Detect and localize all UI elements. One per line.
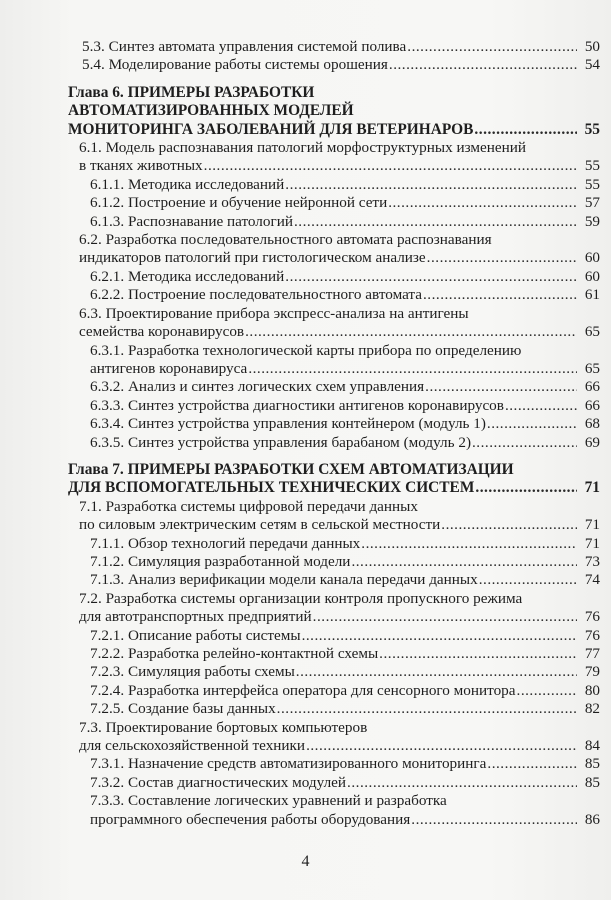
toc-entry-line — [90, 571, 600, 589]
dot-leader — [427, 249, 577, 267]
entry-title-text: 6.1.2. Построение и обучение нейронной сети — [90, 194, 388, 212]
dot-leader — [474, 121, 577, 139]
toc-entry-line — [90, 774, 600, 792]
entry-page-number: 71 — [584, 479, 600, 497]
entry-title-text: 7.3.2. Состав диагностических модулей — [90, 773, 347, 791]
entry-title-text: 7.3.3. Составление логических уравнений и разработка — [90, 792, 447, 810]
entry-title-text: 7.2.1. Описание работы системы — [90, 626, 301, 644]
dot-leader — [204, 157, 577, 175]
entry-title-text: 6.3.4. Синтез устройства управления контейнером (модуль 1) — [90, 415, 486, 433]
entry-page-number: 86 — [584, 810, 600, 828]
entry-title-text: индикаторов патологий при гистологическом анализе — [79, 249, 426, 267]
toc-entry-line — [79, 323, 600, 341]
entry-title-text: 6.1.3. Распознавание патологий — [90, 212, 293, 230]
toc-entry-line — [90, 535, 600, 553]
entry-page-number: 60 — [584, 267, 600, 285]
entry-page-number: 79 — [584, 663, 600, 681]
toc-entry — [68, 700, 600, 718]
toc-entry-line — [82, 56, 600, 74]
dot-leader — [294, 213, 577, 231]
toc-entry-line — [90, 415, 600, 433]
toc-entry-line — [90, 360, 600, 378]
toc-entry-line — [79, 737, 600, 755]
entry-title-text: 7.1. Разработка системы цифровой передачи данных — [79, 497, 418, 515]
toc-entry-line — [90, 663, 600, 681]
dot-leader — [388, 194, 577, 212]
toc-entry — [68, 397, 600, 415]
toc-entry — [68, 415, 600, 433]
dot-leader — [379, 645, 577, 663]
dot-leader — [361, 535, 577, 553]
entry-title-text: 6.3.5. Синтез устройства управления барабаном (модуль 2) — [90, 433, 471, 451]
entry-page-number: 65 — [584, 359, 600, 377]
entry-page-number: 65 — [584, 323, 600, 341]
dot-leader — [248, 360, 577, 378]
entry-page-number: 82 — [584, 700, 600, 718]
toc-entry-line — [68, 461, 600, 479]
entry-title-text: 7.1.1. Обзор технологий передачи данных — [90, 534, 361, 552]
entry-page-number: 55 — [584, 175, 600, 193]
chapter-title-text: МОНИТОРИНГА ЗАБОЛЕВАНИЙ ДЛЯ ВЕТЕРИНАРОВ — [68, 120, 474, 138]
dot-leader — [302, 627, 577, 645]
toc-entry — [68, 38, 600, 56]
toc-entry — [68, 498, 600, 535]
toc-entry — [68, 755, 600, 773]
entry-title-text: 6.2. Разработка последовательностного автомата распознавания — [79, 231, 492, 249]
toc-entry — [68, 434, 600, 452]
toc-entry — [68, 627, 600, 645]
toc-entry-line — [79, 719, 600, 737]
toc-entry-line — [68, 479, 600, 497]
entry-page-number: 66 — [584, 396, 600, 414]
entry-title-text: по силовым электрическим сетям в сельской местности — [79, 516, 441, 534]
toc-entry-line — [90, 627, 600, 645]
chapter-title-text: Глава 6. ПРИМЕРЫ РАЗРАБОТКИ — [68, 83, 315, 101]
toc-entry-line — [68, 102, 600, 120]
toc-chapter-heading — [68, 84, 600, 139]
toc-entry-line — [68, 84, 600, 102]
toc-entry-line — [90, 194, 600, 212]
entry-title-text: 7.2.2. Разработка релейно-контактной схемы — [90, 645, 379, 662]
entry-title-text: для сельскохозяйственной техники — [79, 737, 306, 755]
toc-chapter-heading — [68, 461, 600, 498]
entry-title-text: программного обеспечения работы оборудования — [90, 810, 411, 828]
toc-entry-line — [90, 342, 600, 360]
entry-page-number: 50 — [584, 38, 600, 55]
toc-entry-line — [90, 682, 600, 700]
toc-entry-line — [79, 249, 600, 267]
toc-entry-line — [79, 157, 600, 175]
toc-entry — [68, 792, 600, 829]
toc-entry-line — [68, 121, 600, 139]
entry-title-text: 6.2.1. Методика исследований — [90, 267, 285, 285]
toc-entry-line — [82, 38, 600, 56]
toc-entry-line — [90, 792, 600, 810]
toc-entry-line — [79, 231, 600, 249]
entry-page-number: 66 — [584, 378, 600, 396]
toc-entry-line — [79, 305, 600, 323]
toc-entry — [68, 378, 600, 396]
entry-page-number: 61 — [584, 286, 600, 304]
entry-title-text: 7.2. Разработка системы организации контроля пропускного режима — [79, 589, 523, 607]
entry-title-text: 5.4. Моделирование работы системы орошения — [82, 56, 388, 74]
toc-entry-line — [79, 498, 600, 516]
toc-entry-line — [90, 645, 600, 663]
entry-title-text: 7.2.4. Разработка интерфейса оператора для сенсорного монитора — [90, 681, 516, 699]
entry-page-number: 84 — [584, 737, 600, 755]
dot-leader — [517, 682, 577, 700]
entry-title-text: семейства коронавирусов — [79, 323, 245, 341]
toc-entry — [68, 194, 600, 212]
toc-entry-line — [90, 176, 600, 194]
toc-entry-line — [79, 590, 600, 608]
entry-page-number: 85 — [584, 773, 600, 791]
toc-entry — [68, 176, 600, 194]
toc-entry — [68, 553, 600, 571]
dot-leader — [423, 286, 577, 304]
entry-page-number: 73 — [584, 552, 600, 570]
entry-title-text: антигенов коронавируса — [90, 359, 248, 377]
toc-entry-line — [90, 811, 600, 829]
toc-entry-line — [90, 755, 600, 773]
toc-entry-line — [90, 213, 600, 231]
entry-page-number: 55 — [584, 120, 600, 138]
dot-leader — [389, 56, 577, 74]
toc-entry-line — [90, 553, 600, 571]
dot-leader — [487, 755, 577, 773]
entry-page-number: 54 — [584, 56, 600, 74]
toc-entry — [68, 774, 600, 792]
toc-entry-line — [90, 286, 600, 304]
toc-entry — [68, 139, 600, 176]
entry-title-text: 6.1.1. Методика исследований — [90, 175, 285, 193]
entry-title-text: 6.3.3. Синтез устройства диагностики антигенов коронавирусов — [90, 396, 504, 414]
entry-page-number: 57 — [584, 194, 600, 212]
entry-title-text: 7.3. Проектирование бортовых компьютеров — [79, 718, 368, 736]
dot-leader — [411, 811, 577, 829]
entry-page-number: 68 — [584, 415, 600, 433]
chapter-title-text: ДЛЯ ВСПОМОГАТЕЛЬНЫХ ТЕХНИЧЕСКИХ СИСТЕМ — [68, 479, 475, 497]
dot-leader — [407, 38, 577, 56]
toc-entry — [68, 590, 600, 627]
dot-leader — [285, 176, 577, 194]
toc-entry — [68, 213, 600, 231]
entry-title-text: 6.1. Модель распознавания патологий морфоструктурных изменений — [79, 139, 527, 157]
dot-leader — [472, 434, 577, 452]
entry-title-text: в тканях животных — [79, 157, 203, 175]
chapter-title-text: АВТОМАТИЗИРОВАННЫХ МОДЕЛЕЙ — [68, 102, 354, 120]
entry-title-text: 7.1.2. Симуляция разработанной модели — [90, 552, 351, 570]
dot-leader — [475, 479, 577, 497]
entry-title-text: 6.3.1. Разработка технологической карты прибора по определению — [90, 341, 522, 359]
toc-entry — [68, 268, 600, 286]
table-of-contents — [68, 38, 600, 829]
dot-leader — [285, 268, 577, 286]
entry-title-text: 6.3. Проектирование прибора экспресс-анализа на антигены — [79, 304, 469, 322]
toc-entry — [68, 535, 600, 553]
entry-page-number: 74 — [584, 571, 600, 589]
entry-title-text: 7.2.5. Создание базы данных — [90, 700, 276, 718]
dot-leader — [296, 663, 577, 681]
entry-title-text: 5.3. Синтез автомата управления системой полива — [82, 38, 407, 55]
entry-title-text: 7.3.1. Назначение средств автоматизированного мониторинга — [90, 755, 487, 773]
toc-entry — [68, 231, 600, 268]
dot-leader — [425, 378, 577, 396]
entry-title-text: для автотранспортных предприятий — [79, 608, 312, 626]
toc-entry — [68, 645, 600, 663]
toc-entry-line — [90, 700, 600, 718]
entry-page-number: 77 — [584, 645, 600, 662]
toc-entry-line — [90, 268, 600, 286]
entry-page-number: 71 — [584, 516, 600, 534]
dot-leader — [351, 553, 577, 571]
entry-page-number: 76 — [584, 626, 600, 644]
page-number: 4 — [301, 853, 310, 870]
entry-title-text: 7.2.3. Симуляция работы схемы — [90, 663, 295, 681]
entry-title-text: 6.2.2. Построение последовательностного автомата — [90, 286, 422, 304]
toc-entry-line — [79, 516, 600, 534]
dot-leader — [313, 608, 577, 626]
entry-page-number: 71 — [584, 534, 600, 552]
toc-entry-line — [90, 378, 600, 396]
toc-entry — [68, 719, 600, 756]
entry-page-number: 76 — [584, 608, 600, 626]
toc-entry-line — [90, 397, 600, 415]
toc-entry — [68, 682, 600, 700]
dot-leader — [347, 774, 577, 792]
dot-leader — [441, 516, 577, 534]
entry-page-number: 55 — [584, 157, 600, 175]
dot-leader — [505, 397, 577, 415]
dot-leader — [245, 323, 577, 341]
dot-leader — [306, 737, 577, 755]
toc-entry — [68, 571, 600, 589]
entry-title-text: 7.1.3. Анализ верификации модели канала передачи данных — [90, 571, 478, 589]
entry-page-number: 80 — [584, 681, 600, 699]
dot-leader — [487, 415, 577, 433]
entry-title-text: 6.3.2. Анализ и синтез логических схем управления — [90, 378, 425, 396]
toc-entry-line — [79, 608, 600, 626]
entry-page-number: 85 — [584, 755, 600, 773]
dot-leader — [479, 571, 577, 589]
toc-entry — [68, 286, 600, 304]
toc-entry — [68, 342, 600, 379]
entry-page-number: 59 — [584, 212, 600, 230]
entry-page-number: 60 — [584, 249, 600, 267]
toc-entry — [68, 56, 600, 74]
dot-leader — [277, 700, 577, 718]
toc-entry-line — [90, 434, 600, 452]
toc-entry — [68, 305, 600, 342]
entry-page-number: 69 — [584, 433, 600, 451]
toc-entry-line — [79, 139, 600, 157]
toc-entry — [68, 663, 600, 681]
chapter-title-text: Глава 7. ПРИМЕРЫ РАЗРАБОТКИ СХЕМ АВТОМАТИЗАЦИИ — [68, 460, 514, 478]
